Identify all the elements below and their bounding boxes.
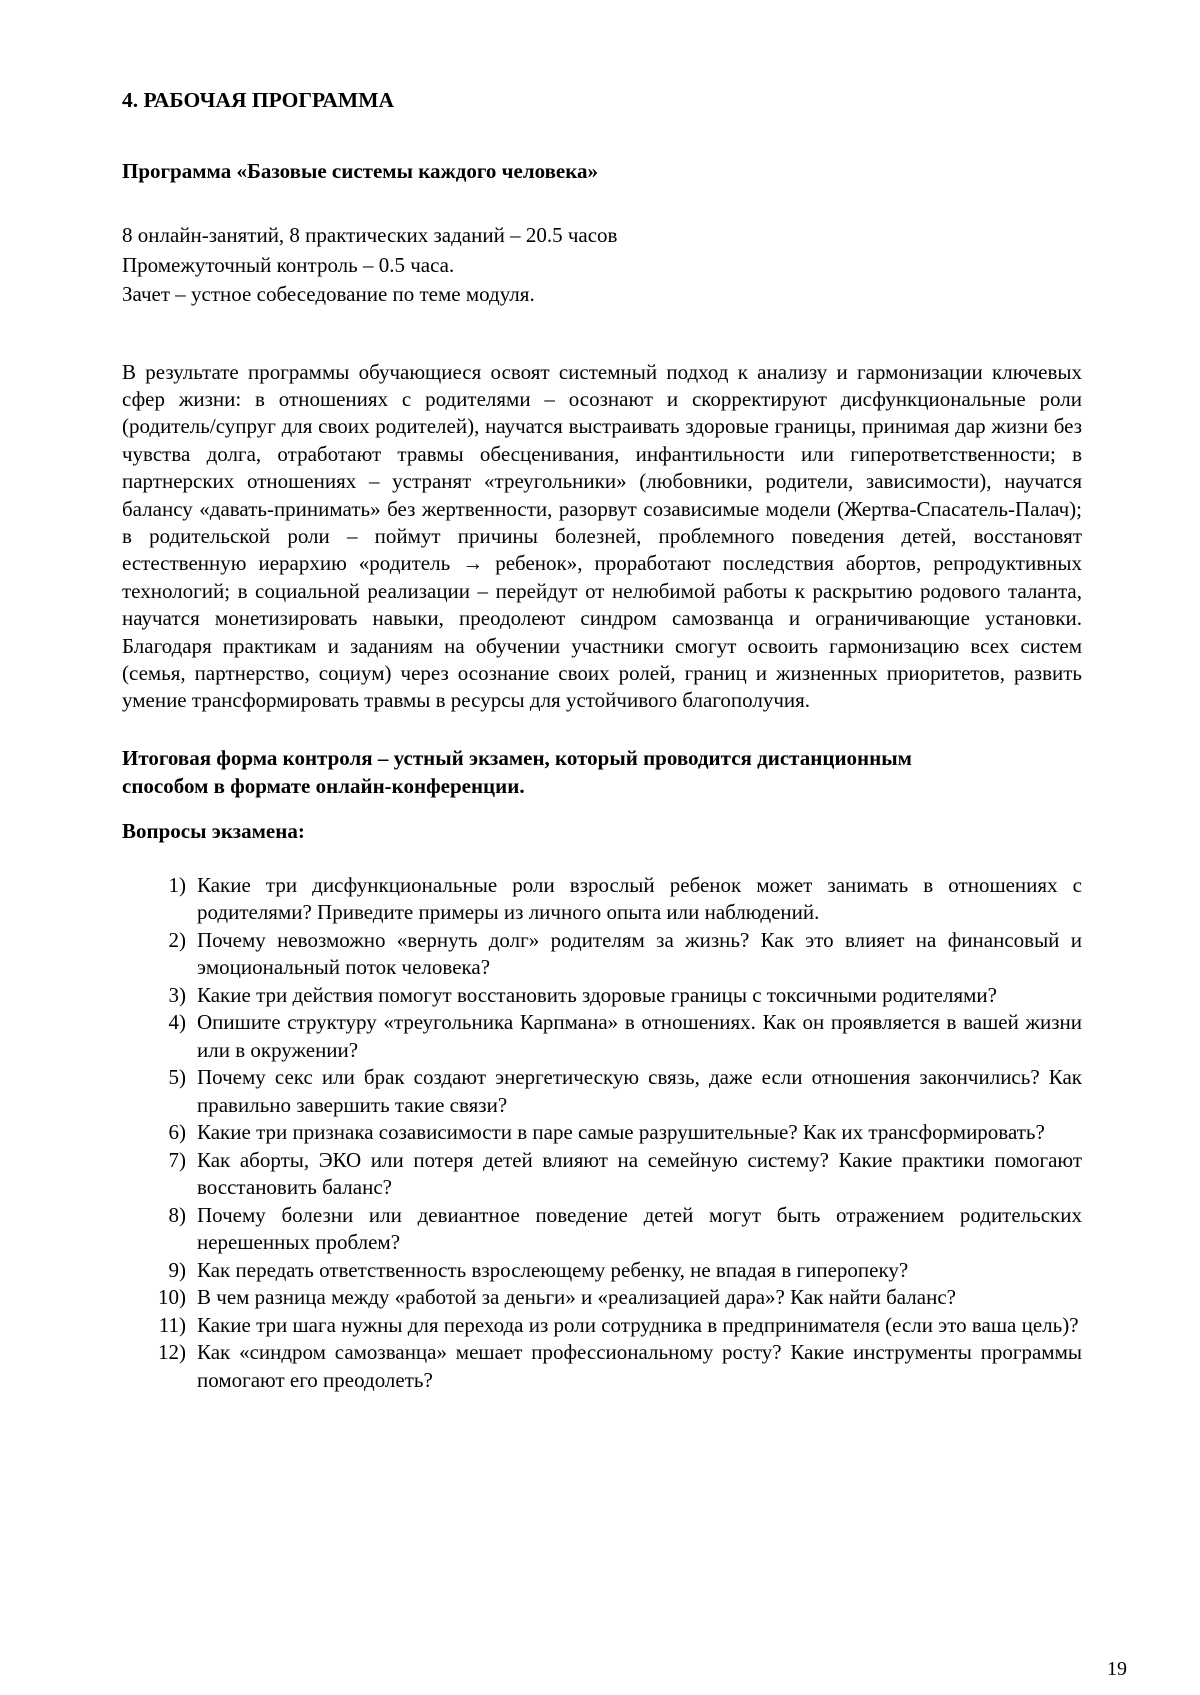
question-number: 1): [168, 872, 186, 897]
page-number: 19: [1107, 1658, 1127, 1680]
question-item: [122, 1064, 1082, 1119]
question-item: [122, 1147, 1082, 1202]
question-number: 4): [168, 1010, 186, 1035]
question-text: В чем разница между «работой за деньги» и «реализацией дара»? Как найти баланс?: [197, 1285, 956, 1310]
question-text: Опишите структуру «треугольника Карпмана» в отношениях. Как он проявляется в вашей жизни или в окружении?: [197, 1010, 1082, 1062]
question-number: 6): [168, 1120, 186, 1145]
question-item: [122, 1284, 1082, 1312]
question-text: Почему болезни или девиантное поведение детей могут быть отражением родительских нерешенных проблем?: [197, 1202, 1082, 1255]
question-number: 2): [168, 927, 186, 952]
program-meta: [122, 221, 1082, 310]
question-text: Почему секс или брак создают энергетическую связь, даже если отношения закончились? Как правильно завершить такие связи?: [197, 1065, 1082, 1117]
question-item: [122, 1202, 1082, 1257]
question-text: Какие три признака созависимости в паре самые разрушительные? Как их трансформировать?: [197, 1120, 1045, 1145]
question-text: Какие три дисфункциональные роли взрослый ребенок может занимать в отношениях с родителями? Приведите примеры из личного опыта или наблюдений.: [197, 872, 1082, 925]
program-description: В результате программы обучающиеся освоят системный подход к анализу и гармонизации ключевых сфер жизни: в отношениях с родителями – осознают и скорректируют дисфункциональные роли (родитель/супруг для своих родителей), научатся выстраивать здоровые границы, принимая дар жизни без чувства долга, отработают травмы обесценивания, инфантильности или гиперответственности; в партнерских отношениях – устранят «треугольники» (любовники, родители, зависимости), научатся балансу «давать-принимать» без жертвенности, разорвут созависимые модели (Жертва-Спасатель-Палач); в родительской роли – поймут причины болезней, проблемного поведения детей, восстановят естественную иерархию «родитель → ребенок», проработают последствия абортов, репродуктивных технологий; в социальной реализации – перейдут от нелюбимой работы к раскрытию родового таланта, научатся монетизировать навыки, преодолеют синдром самозванца и ограничивающие установки. Благодаря практикам и заданиям на обучении участники смогут освоить гармонизацию всех систем (семья, партнерство, социум) через осознание своих ролей, границ и жизненных приоритетов, развить умение трансформировать травмы в ресурсы для устойчивого благополучия.: [122, 359, 1082, 713]
meta-line-midterm: Промежуточный контроль – 0.5 часа.: [122, 252, 455, 277]
question-number: 10): [158, 1285, 186, 1310]
question-text: Как передать ответственность взрослеющему ребенку, не впадая в гиперопеку?: [197, 1257, 909, 1282]
meta-line-hours: 8 онлайн-занятий, 8 практических заданий – 20.5 часов: [122, 223, 618, 247]
question-number: 11): [158, 1312, 186, 1337]
question-item: [122, 927, 1082, 982]
question-text: Как «синдром самозванца» мешает профессиональному росту? Какие инструменты программы помогают его преодолеть?: [197, 1340, 1082, 1392]
question-text: Как аборты, ЭКО или потеря детей влияют на семейную систему? Какие практики помогают восстановить баланс?: [197, 1147, 1082, 1200]
question-item: [122, 1339, 1082, 1394]
question-number: 3): [168, 982, 186, 1007]
questions-heading: Вопросы экзамена:: [122, 818, 305, 843]
question-text: Почему невозможно «вернуть долг» родителям за жизнь? Как это влияет на финансовый и эмоциональный поток человека?: [197, 927, 1082, 980]
question-item: [122, 872, 1082, 927]
meta-line-credit: Зачет – устное собеседование по теме модуля.: [122, 282, 535, 306]
exam-questions-list: [122, 872, 1082, 1395]
question-item: [122, 982, 1082, 1010]
section-heading: 4. РАБОЧАЯ ПРОГРАММА: [122, 88, 395, 112]
question-number: 9): [168, 1257, 186, 1282]
final-control-note: Итоговая форма контроля – устный экзамен, который проводится дистанционным способом в формате онлайн-конференции.: [122, 745, 912, 798]
question-text: Какие три шага нужны для перехода из роли сотрудника в предпринимателя (если это ваша цель)?: [197, 1312, 1079, 1337]
question-number: 8): [168, 1202, 186, 1227]
question-text: Какие три действия помогут восстановить здоровые границы с токсичными родителями?: [197, 982, 997, 1007]
question-item: [122, 1257, 1082, 1285]
program-title: Программа «Базовые системы каждого человека»: [122, 159, 599, 183]
question-number: 7): [168, 1147, 186, 1172]
question-item: [122, 1312, 1082, 1340]
question-item: [122, 1009, 1082, 1064]
question-item: [122, 1119, 1082, 1147]
question-number: 5): [168, 1065, 186, 1090]
question-number: 12): [158, 1340, 186, 1365]
